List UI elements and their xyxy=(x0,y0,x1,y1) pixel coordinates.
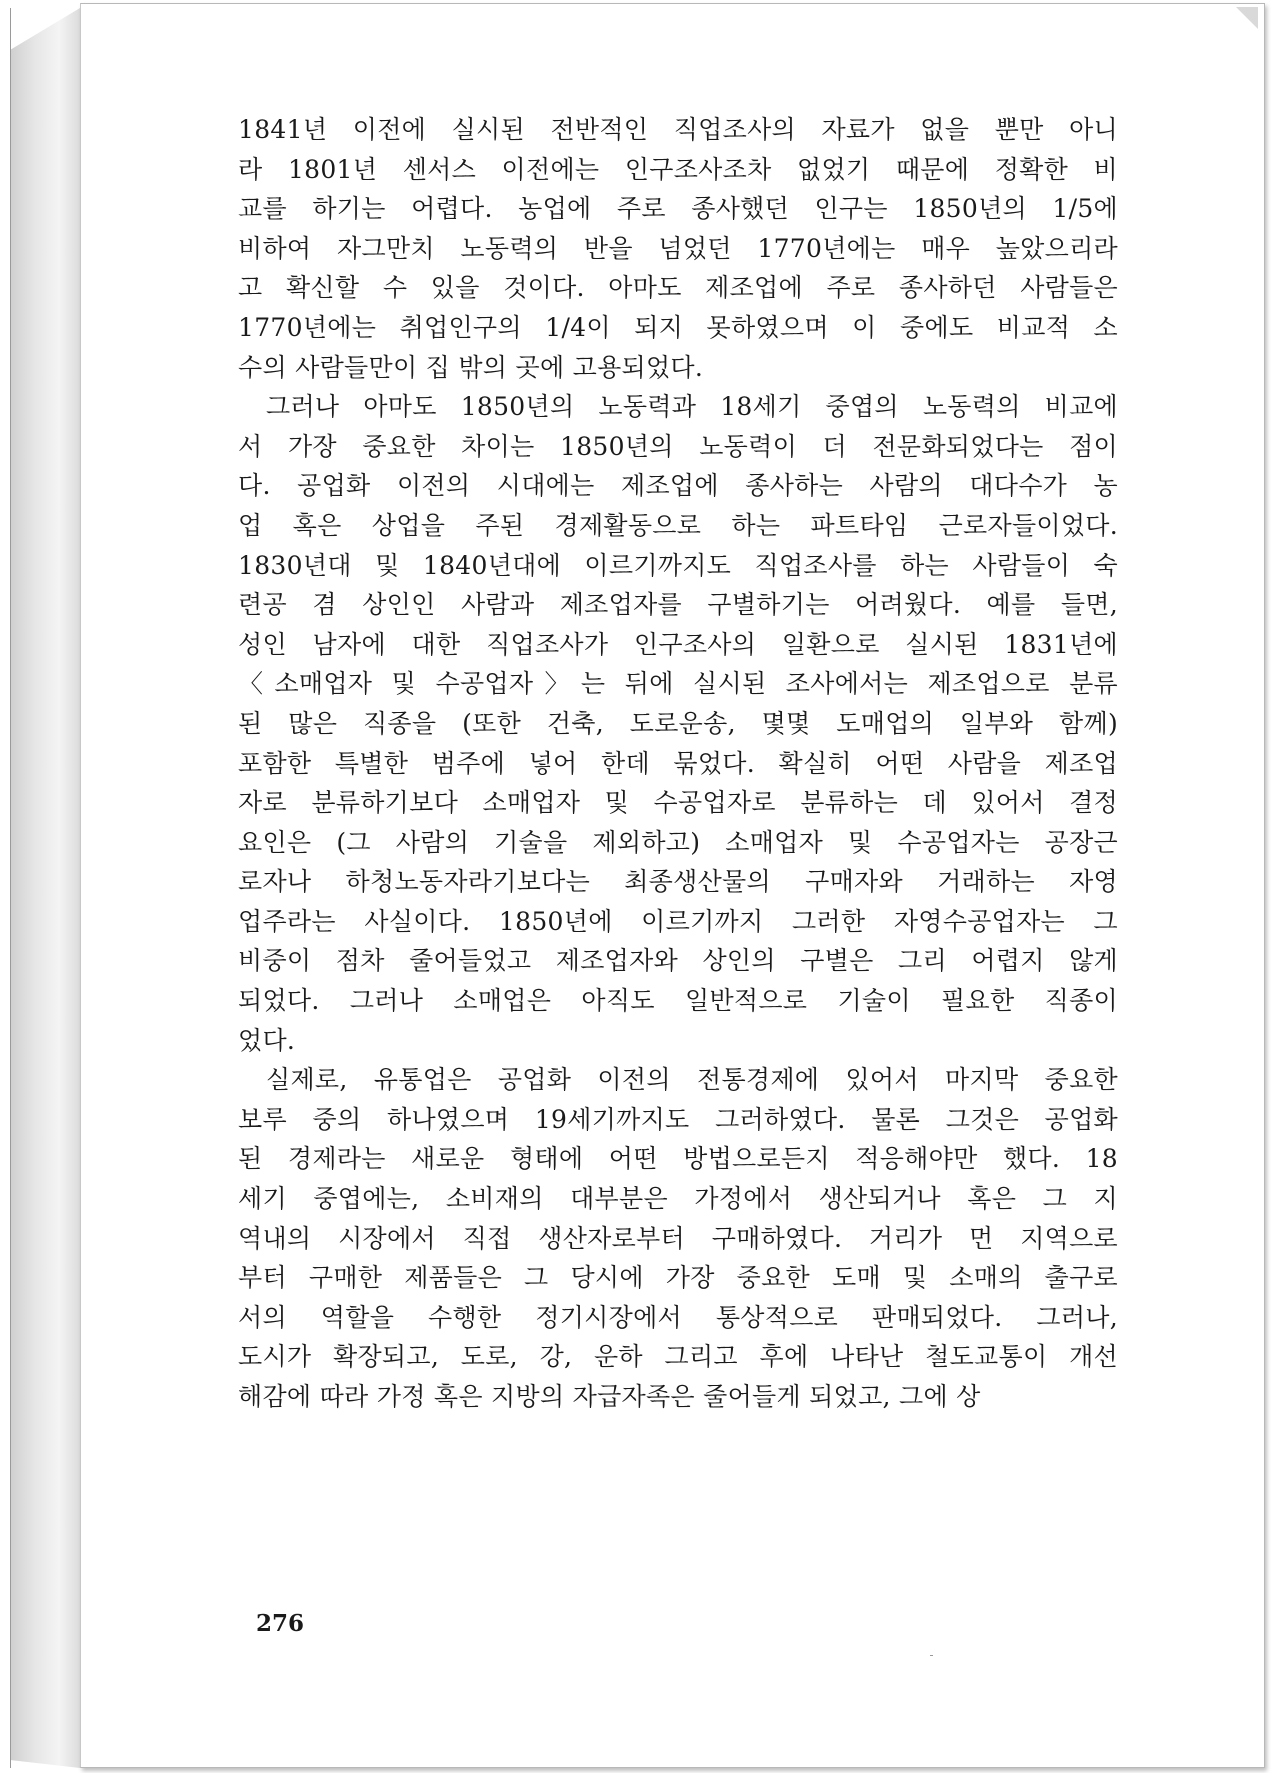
text-line: 1841년 이전에 실시된 전반적인 직업조사의 자료가 없을 뿐만 아니 xyxy=(238,115,1118,144)
page-number: 276 xyxy=(256,1610,305,1637)
text-line: 업주라는 사실이다. 1850년에 이르기까지 그러한 자영수공업자는 그 xyxy=(238,906,1118,936)
text-line: 서의 역할을 수행한 정기시장에서 통상적으로 판매되었다. 그러나, xyxy=(238,1302,1118,1332)
text-line: 되었다. 그러나 소매업은 아직도 일반적으로 기술이 필요한 직종이 xyxy=(238,986,1118,1016)
text-line: 성인 남자에 대한 직업조사가 인구조사의 일환으로 실시된 1831년에 xyxy=(238,629,1118,659)
page-speck xyxy=(930,1655,933,1656)
paragraph xyxy=(238,387,1118,1060)
text-line: 다. 공업화 이전의 시대에는 제조업에 종사하는 사람의 대다수가 농 xyxy=(238,471,1118,501)
text-line: 라 1801년 센서스 이전에는 인구조사조차 없었기 때문에 정확한 비 xyxy=(238,154,1118,184)
text-line: 비중이 점차 줄어들었고 제조업자와 상인의 구별은 그리 어렵지 않게 xyxy=(238,946,1118,976)
text-line: 요인은 (그 사람의 기술을 제외하고) 소매업자 및 수공업자는 공장근 xyxy=(238,827,1118,857)
text-line: 1830년대 및 1840년대에 이르기까지도 직업조사를 하는 사람들이 숙 xyxy=(238,550,1118,580)
text-line: 었다. xyxy=(238,1025,296,1055)
text-line: 부터 구매한 제품들은 그 당시에 가장 중요한 도매 및 소매의 출구로 xyxy=(238,1263,1118,1293)
text-line: 〈소매업자 및 수공업자〉는 뒤에 실시된 조사에서는 제조업으로 분류 xyxy=(238,669,1118,699)
text-line: 련공 겸 상인인 사람과 제조업자를 구별하기는 어려웠다. 예를 들면, xyxy=(238,590,1118,620)
text-line: 서 가장 중요한 차이는 1850년의 노동력이 더 전문화되었다는 점이 xyxy=(238,431,1118,461)
text-line: 포함한 특별한 범주에 넣어 한데 묶었다. 확실히 어떤 사람을 제조업 xyxy=(238,748,1118,778)
paragraph xyxy=(238,110,1118,387)
text-line: 실제로, 유통업은 공업화 이전의 전통경제에 있어서 마지막 중요한 xyxy=(266,1065,1118,1095)
paragraph xyxy=(238,1060,1118,1416)
text-line: 그러나 아마도 1850년의 노동력과 18세기 중엽의 노동력의 비교에 xyxy=(266,392,1118,422)
text-line: 해감에 따라 가정 혹은 지방의 자급자족은 줄어들게 되었고, 그에 상 xyxy=(238,1382,981,1411)
text-line: 로자나 하청노동자라기보다는 최종생산물의 구매자와 거래하는 자영 xyxy=(238,867,1118,897)
text-line: 비하여 자그만치 노동력의 반을 넘었던 1770년에는 매우 높았으리라 xyxy=(238,233,1118,263)
text-line: 고 확신할 수 있을 것이다. 아마도 제조업에 주로 종사하던 사람들은 xyxy=(238,273,1118,303)
text-line: 수의 사람들만이 집 밖의 곳에 고용되었다. xyxy=(238,352,704,382)
text-line: 도시가 확장되고, 도로, 강, 운하 그리고 후에 나타난 철도교통이 개선 xyxy=(238,1342,1118,1372)
body-text xyxy=(238,110,1118,1417)
text-line: 교를 하기는 어렵다. 농업에 주로 종사했던 인구는 1850년의 1/5에 xyxy=(238,194,1118,224)
book-spine-edge xyxy=(10,8,81,1768)
text-line: 업 혹은 상업을 주된 경제활동으로 하는 파트타임 근로자들이었다. xyxy=(238,510,1118,540)
text-line: 된 많은 직종을 (또한 건축, 도로운송, 몇몇 도매업의 일부와 함께) xyxy=(238,708,1118,738)
text-line: 보루 중의 하나였으며 19세기까지도 그러하였다. 물론 그것은 공업화 xyxy=(238,1104,1118,1134)
text-line: 된 경제라는 새로운 형태에 어떤 방법으로든지 적응해야만 했다. 18 xyxy=(238,1144,1118,1174)
text-line: 1770년에는 취업인구의 1/4이 되지 못하였으며 이 중에도 비교적 소 xyxy=(238,312,1118,342)
page-corner xyxy=(1236,7,1258,29)
text-line: 역내의 시장에서 직접 생산자로부터 구매하였다. 거리가 먼 지역으로 xyxy=(238,1223,1118,1253)
text-line: 자로 분류하기보다 소매업자 및 수공업자로 분류하는 데 있어서 결정 xyxy=(238,788,1118,818)
text-line: 세기 중엽에는, 소비재의 대부분은 가정에서 생산되거나 혹은 그 지 xyxy=(238,1184,1118,1214)
